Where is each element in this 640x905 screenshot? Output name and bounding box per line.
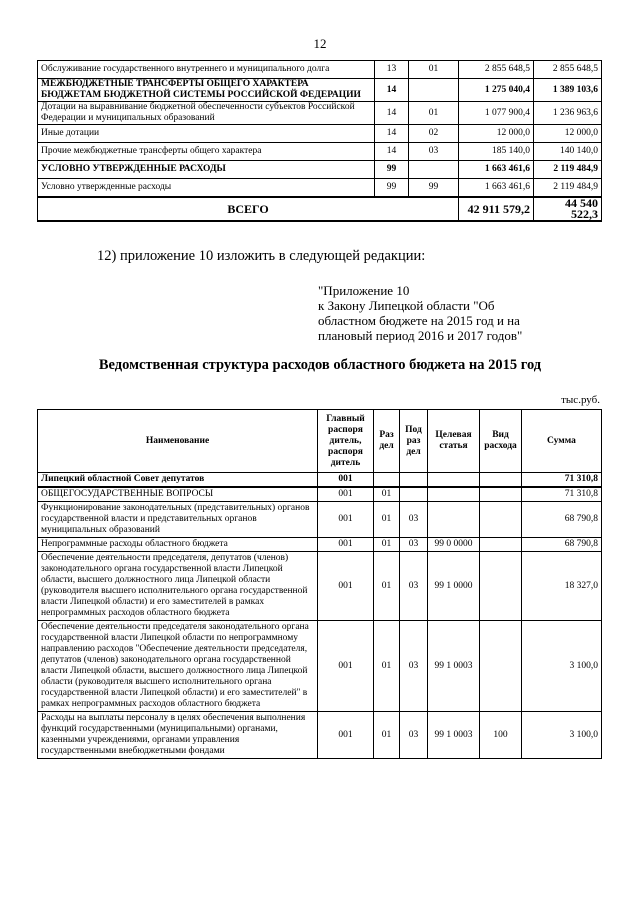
row-name: Расходы на выплаты персоналу в целях обеспечения выполнения функций государственными (муниципальными) органами, казенными учреждениями, органами управления государственными внебюджетными фондами — [38, 712, 318, 759]
row-name: УСЛОВНО УТВЕРЖДЕННЫЕ РАСХОДЫ — [38, 161, 375, 179]
row-name: Обеспечение деятельности председателя, депутатов (членов) законодательного органа государственной власти Липецкой области, высшего должностного лица Липецкой области (руководителя высшего исполнительного органа государственной власти Липецкой области) и его заместителей в рамках непрограммных расходов областного бюджета — [38, 552, 318, 621]
row-expense-type — [480, 487, 522, 502]
row-section: 01 — [374, 552, 400, 621]
row-sum-2017: 2 119 484,9 — [534, 161, 602, 179]
row-sum-2017: 140 140,0 — [534, 143, 602, 161]
row-sum-2017: 2 855 648,5 — [534, 61, 602, 79]
row-sum-2017: 1 236 963,6 — [534, 102, 602, 125]
row-name: Условно утвержденные расходы — [38, 179, 375, 198]
row-manager: 001 — [318, 621, 374, 712]
row-sum-2017: 12 000,0 — [534, 125, 602, 143]
row-sum: 3 100,0 — [522, 621, 602, 712]
row-subsection: 03 — [400, 538, 428, 552]
row-manager: 001 — [318, 473, 374, 488]
row-manager: 001 — [318, 502, 374, 538]
row-sum-2016: 1 663 461,6 — [459, 161, 534, 179]
row-section: 01 — [374, 621, 400, 712]
row-sum: 18 327,0 — [522, 552, 602, 621]
row-subsection: 03 — [400, 502, 428, 538]
row-sum-2016: 185 140,0 — [459, 143, 534, 161]
row-section: 14 — [375, 102, 409, 125]
row-target-item — [428, 502, 480, 538]
row-name: Иные дотации — [38, 125, 375, 143]
row-name: Дотации на выравнивание бюджетной обеспеченности субъектов Российской Федерации и муниципальных образований — [38, 102, 375, 125]
row-subsection: 03 — [400, 621, 428, 712]
row-subsection — [409, 79, 459, 102]
row-sum: 71 310,8 — [522, 473, 602, 488]
departmental-structure-table — [37, 409, 602, 759]
row-expense-type — [480, 621, 522, 712]
row-name: Обслуживание государственного внутреннего и муниципального долга — [38, 61, 375, 79]
row-subsection: 99 — [409, 179, 459, 198]
row-expense-type — [480, 473, 522, 488]
row-sum: 71 310,8 — [522, 487, 602, 502]
row-target-item: 99 1 0003 — [428, 621, 480, 712]
table-row — [38, 161, 602, 179]
row-subsection — [400, 473, 428, 488]
table-header-row — [38, 410, 602, 473]
row-subsection: 03 — [400, 712, 428, 759]
row-target-item — [428, 487, 480, 502]
row-section: 14 — [375, 143, 409, 161]
row-section: 13 — [375, 61, 409, 79]
row-subsection: 03 — [409, 143, 459, 161]
row-name: Функционирование законодательных (представительных) органов государственной власти и представительных органов муниципальных образований — [38, 502, 318, 538]
row-sum-2017: 2 119 484,9 — [534, 179, 602, 198]
row-section: 01 — [374, 502, 400, 538]
row-section: 01 — [374, 538, 400, 552]
table-row — [38, 552, 602, 621]
row-target-item: 99 1 0003 — [428, 712, 480, 759]
table-row — [38, 125, 602, 143]
table-row — [38, 473, 602, 488]
table-row — [38, 538, 602, 552]
row-subsection — [409, 161, 459, 179]
row-name: ОБЩЕГОСУДАРСТВЕННЫЕ ВОПРОСЫ — [38, 487, 318, 502]
row-sum-2016: 1 275 040,4 — [459, 79, 534, 102]
note-line: "Приложение 10 — [318, 283, 410, 298]
row-sum-2016: 1 663 461,6 — [459, 179, 534, 198]
row-sum-2017: 1 389 103,6 — [534, 79, 602, 102]
row-name: Липецкий областной Совет депутатов — [38, 473, 318, 488]
header-subsection: Под раз дел — [400, 410, 428, 473]
row-manager: 001 — [318, 538, 374, 552]
header-manager: Главный распоря дитель, распоря дитель — [318, 410, 374, 473]
row-name: Непрограммные расходы областного бюджета — [38, 538, 318, 552]
units-label: тыс.руб. — [561, 394, 600, 406]
row-section — [374, 473, 400, 488]
row-manager: 001 — [318, 552, 374, 621]
row-expense-type — [480, 502, 522, 538]
row-section: 01 — [374, 712, 400, 759]
row-subsection: 02 — [409, 125, 459, 143]
row-section: 99 — [375, 179, 409, 198]
row-sum: 3 100,0 — [522, 712, 602, 759]
row-target-item — [428, 473, 480, 488]
row-section: 01 — [374, 487, 400, 502]
table-row — [38, 179, 602, 198]
document-title: Ведомственная структура расходов областного бюджета на 2015 год — [98, 357, 542, 373]
row-expense-type — [480, 552, 522, 621]
row-name: МЕЖБЮДЖЕТНЫЕ ТРАНСФЕРТЫ ОБЩЕГО ХАРАКТЕРА БЮДЖЕТАМ БЮДЖЕТНОЙ СИСТЕМЫ РОССИЙСКОЙ ФЕДЕРАЦИИ — [38, 79, 375, 102]
table-row — [38, 487, 602, 502]
row-sum-2016: 1 077 900,4 — [459, 102, 534, 125]
row-manager: 001 — [318, 487, 374, 502]
table-row — [38, 61, 602, 79]
table-row — [38, 712, 602, 759]
total-sum-2017: 44 540 522,3 — [534, 197, 602, 221]
note-line: областном бюджете на 2015 год и на — [318, 313, 520, 328]
row-section: 14 — [375, 125, 409, 143]
row-target-item: 99 1 0000 — [428, 552, 480, 621]
header-section: Раз дел — [374, 410, 400, 473]
row-expense-type — [480, 538, 522, 552]
total-sum-2016: 42 911 579,2 — [459, 197, 534, 221]
table-row — [38, 143, 602, 161]
row-subsection — [400, 487, 428, 502]
row-sum: 68 790,8 — [522, 502, 602, 538]
header-target-item: Целевая статья — [428, 410, 480, 473]
total-label: ВСЕГО — [38, 197, 459, 221]
row-sum-2016: 12 000,0 — [459, 125, 534, 143]
row-sum-2016: 2 855 648,5 — [459, 61, 534, 79]
table-row — [38, 102, 602, 125]
total-row — [38, 197, 602, 221]
amendment-paragraph: 12) приложение 10 изложить в следующей редакции: — [97, 248, 426, 264]
appendix-note — [318, 283, 522, 343]
row-name: Прочие межбюджетные трансферты общего характера — [38, 143, 375, 161]
row-subsection: 01 — [409, 61, 459, 79]
row-section: 99 — [375, 161, 409, 179]
table-row — [38, 621, 602, 712]
row-target-item: 99 0 0000 — [428, 538, 480, 552]
table-row — [38, 79, 602, 102]
row-expense-type: 100 — [480, 712, 522, 759]
header-expense-type: Вид расхода — [480, 410, 522, 473]
row-subsection: 03 — [400, 552, 428, 621]
table-row — [38, 502, 602, 538]
page-number: 12 — [313, 36, 327, 51]
note-line: к Закону Липецкой области "Об — [318, 298, 495, 313]
header-sum: Сумма — [522, 410, 602, 473]
row-manager: 001 — [318, 712, 374, 759]
row-sum: 68 790,8 — [522, 538, 602, 552]
row-subsection: 01 — [409, 102, 459, 125]
budget-table-continued — [37, 60, 602, 222]
note-line: плановый период 2016 и 2017 годов" — [318, 328, 523, 343]
row-section: 14 — [375, 79, 409, 102]
row-name: Обеспечение деятельности председателя законодательного органа государственной власти Липецкой области по непрограммному направлению расходов "Обеспечение деятельности председателя, депутатов (членов) законодательного органа государственной власти Липецкой области, высшего должностного лица Липецкой области (руководителя высшего исполнительного органа государственной власти Липецкой области) и его заместителей" в рамках непрограммных расходов областного бюджета — [38, 621, 318, 712]
header-name: Наименование — [38, 410, 318, 473]
